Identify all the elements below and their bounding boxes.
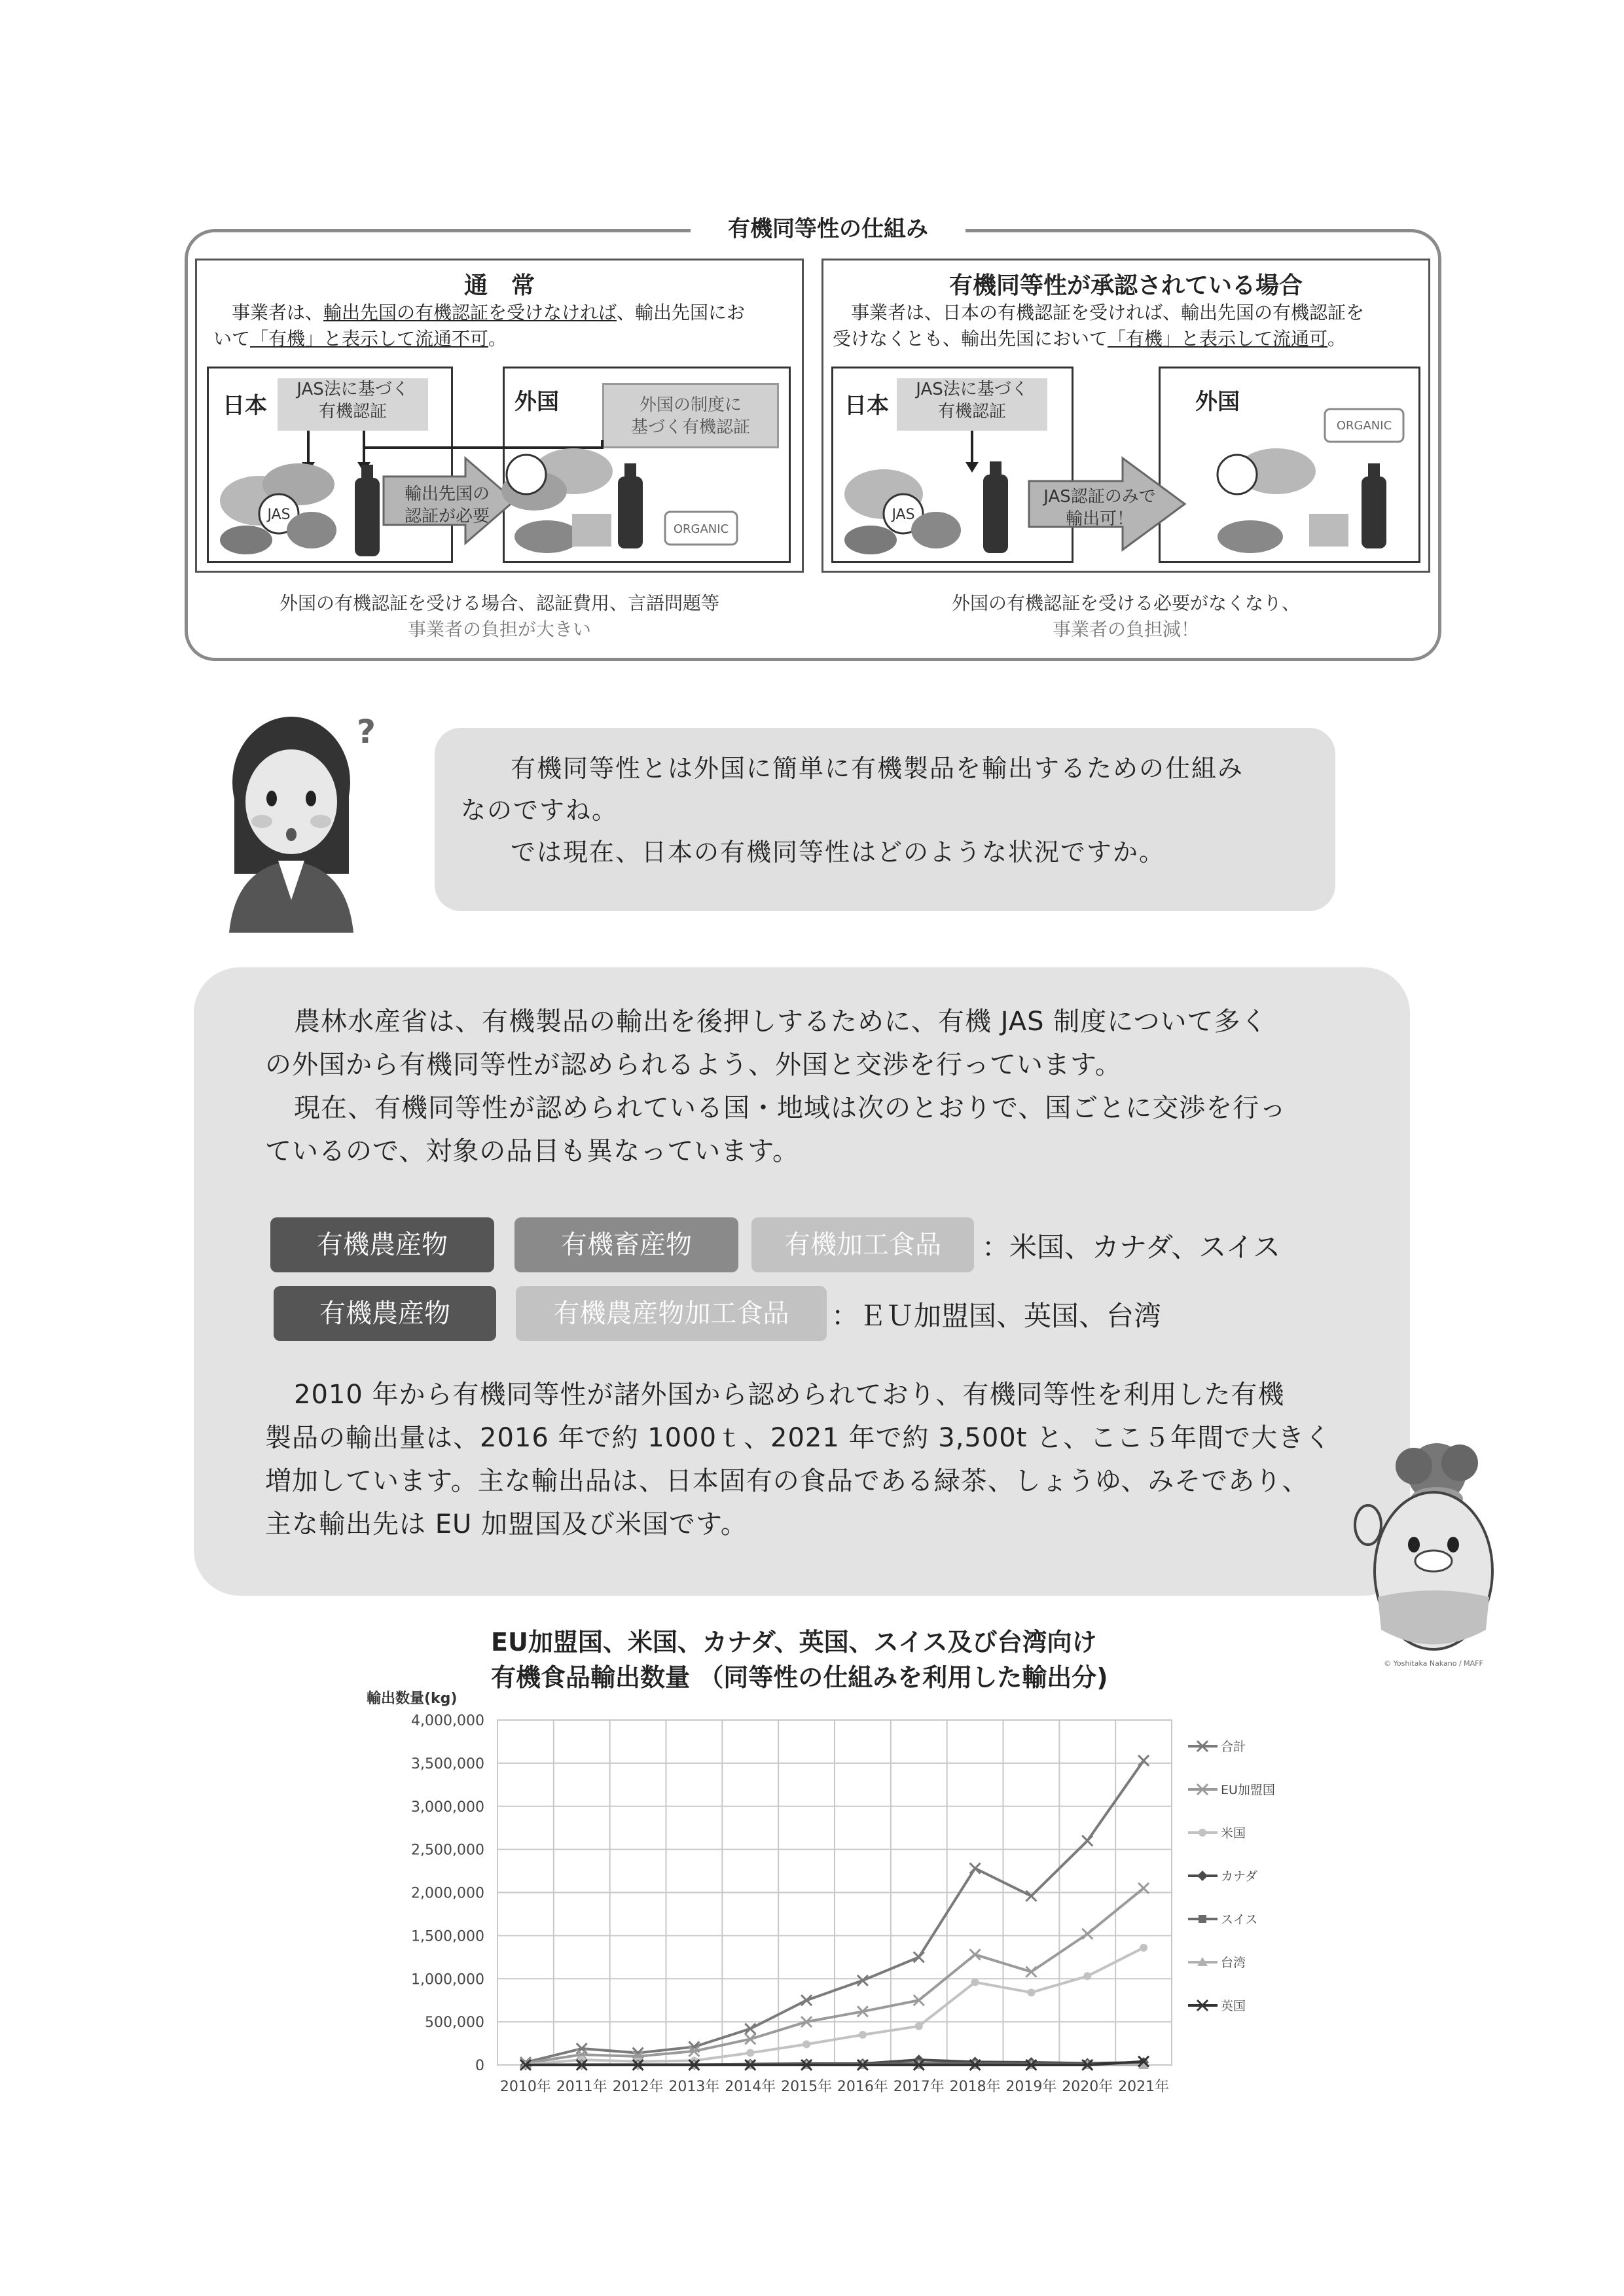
legend-label: 米国 xyxy=(1221,1826,1246,1840)
countries-row-1: ：米国、カナダ、スイス xyxy=(982,1231,1281,1263)
info-line: 農林水産省は、有機製品の輸出を後押しするために、有機 JAS 制度について多く xyxy=(294,1007,1268,1037)
organic-label: ORGANIC xyxy=(1336,419,1392,433)
x-tick-label: 2017年 xyxy=(893,2079,945,2095)
info-line: 増加しています。主な輸出品は、日本固有の食品である緑茶、しょうゆ、みそであり、 xyxy=(265,1466,1309,1496)
y-tick-label: 2,500,000 xyxy=(411,1842,484,1859)
desc-line: 事業者は、日本の有機認証を受ければ、輸出先国の有機認証を xyxy=(851,302,1365,323)
right-note-2: 事業者の負担減！ xyxy=(1052,619,1199,640)
x-tick-label: 2011年 xyxy=(556,2079,607,2095)
legend-item xyxy=(1188,1783,1275,1797)
foreign-label-right: 外国 xyxy=(1195,389,1240,415)
desc-part: いて xyxy=(213,328,251,350)
info-line: の外国から有機同等性が認められるよう、外国と交渉を行っています。 xyxy=(265,1050,1122,1080)
data-point xyxy=(970,1863,981,1874)
x-axis-ticks xyxy=(500,2079,1169,2095)
jas-logo-text: JAS xyxy=(267,507,291,523)
data-point xyxy=(1138,1755,1149,1766)
data-point xyxy=(971,1979,979,1986)
y-tick-label: 0 xyxy=(475,2058,484,2074)
desc-underline: 輸出先国の有機認証を受けなければ xyxy=(323,302,617,323)
legend-label: 合計 xyxy=(1221,1740,1246,1754)
mascot-credit: © Yoshitaka Nakano / MAFF xyxy=(1384,1659,1483,1668)
question-bubble xyxy=(435,728,1335,911)
legend-label: カナダ xyxy=(1221,1869,1258,1884)
data-point xyxy=(1027,1988,1035,1996)
jas-cert-box: JAS法に基づく 有機認証 xyxy=(278,378,428,431)
info-line: 製品の輸出量は、2016 年で約 1000ｔ、2021 年で約 3,500t と、ここ５年間で大きく xyxy=(265,1423,1332,1453)
bubble-line-2: なのですね。 xyxy=(461,796,619,825)
japan-label-right: 日本 xyxy=(844,393,889,419)
info-line: 主な輸出先は EU 加盟国及び米国です。 xyxy=(265,1509,748,1539)
chart-grid xyxy=(497,1720,1172,2065)
legend-label: 台湾 xyxy=(1221,1956,1246,1970)
woman-character-icon xyxy=(216,704,380,933)
info-line: 2010 年から有機同等性が諸外国から認められており、有機同等性を利用した有機 xyxy=(294,1380,1285,1410)
data-point xyxy=(1199,1829,1206,1837)
y-tick-label: 1,000,000 xyxy=(411,1971,484,1988)
foreign-cert-box: 外国の制度に 基づく有機認証 xyxy=(602,383,779,448)
chart-title: EU加盟国、米国、カナダ、英国、スイス及び台湾向け xyxy=(491,1628,1097,1657)
y-tick-label: 4,000,000 xyxy=(411,1713,484,1729)
data-point xyxy=(803,2040,810,2048)
info-line: ているので、対象の品目も異なっています。 xyxy=(265,1136,799,1166)
data-point xyxy=(1082,1929,1092,1939)
y-axis-ticks xyxy=(411,1713,484,2074)
x-tick-label: 2014年 xyxy=(725,2079,776,2095)
right-note: 外国の有機認証を受ける必要がなくなり、 xyxy=(951,592,1300,614)
jas-logo-text: JAS xyxy=(892,507,915,523)
legend-item xyxy=(1188,1869,1257,1884)
left-panel-graphics xyxy=(207,367,791,563)
panel-equivalence-desc xyxy=(833,300,1422,352)
right-panel-graphics xyxy=(831,367,1420,563)
y-tick-label: 1,500,000 xyxy=(411,1928,484,1945)
data-point xyxy=(1083,1972,1091,1980)
y-tick-label: 2,000,000 xyxy=(411,1885,484,1902)
x-tick-label: 2015年 xyxy=(781,2079,833,2095)
bubble-line-1: 有機同等性とは外国に簡単に有機製品を輸出するための仕組み xyxy=(511,754,1244,783)
data-point xyxy=(914,1952,924,1962)
export-volume-chart xyxy=(353,1682,1296,2121)
x-tick-label: 2012年 xyxy=(612,2079,664,2095)
desc-underline: 「有機」と表示して流通不可 xyxy=(250,328,489,350)
jas-cert-box-right: JAS法に基づく 有機認証 xyxy=(897,378,1047,431)
x-tick-label: 2013年 xyxy=(668,2079,720,2095)
x-tick-label: 2010年 xyxy=(499,2079,551,2095)
data-point xyxy=(1082,1835,1092,1846)
legend-label: EU加盟国 xyxy=(1221,1783,1275,1797)
organic-label: ORGANIC xyxy=(673,522,729,536)
x-tick-label: 2018年 xyxy=(949,2079,1001,2095)
diagram-title: 有機同等性の仕組み xyxy=(691,211,965,247)
chart-subtitle: 有機食品輸出数量 （同等性の仕組みを利用した輸出分) xyxy=(491,1663,1108,1692)
desc-underline: 「有機」と表示して流通可 xyxy=(1108,328,1328,350)
info-paragraph-1 xyxy=(265,1000,1378,1173)
mascot-icon xyxy=(1348,1433,1499,1669)
tag-organic-livestock: 有機畜産物 xyxy=(514,1217,738,1272)
x-tick-label: 2020年 xyxy=(1062,2079,1113,2095)
desc-part: 事業者は、 xyxy=(232,302,324,323)
countries-row-2: ：ＥＵ加盟国、英国、台湾 xyxy=(831,1300,1162,1332)
bubble-line-3: では現在、日本の有機同等性はどのような状況ですか。 xyxy=(511,838,1166,867)
legend-item xyxy=(1188,1956,1246,1970)
legend-item xyxy=(1188,1740,1246,1754)
legend-item xyxy=(1188,1826,1246,1840)
chart-legend xyxy=(1188,1740,1275,2013)
legend-item xyxy=(1188,1999,1246,2013)
data-point xyxy=(1140,1944,1147,1952)
japan-label: 日本 xyxy=(223,393,267,419)
y-tick-label: 3,000,000 xyxy=(411,1799,484,1816)
legend-label: 英国 xyxy=(1221,1999,1246,2013)
legend-item xyxy=(1188,1912,1257,1927)
tag-organic-agri: 有機農産物 xyxy=(270,1217,494,1272)
tag-organic-agri-2: 有機農産物 xyxy=(274,1286,496,1341)
y-tick-label: 3,500,000 xyxy=(411,1755,484,1772)
info-line: 現在、有機同等性が認められている国・地域は次のとおりで、国ごとに交渉を行っ xyxy=(294,1093,1287,1123)
panel-normal-title: 通 常 xyxy=(463,272,535,299)
info-paragraph-3 xyxy=(265,1373,1391,1546)
desc-part: 。 xyxy=(488,328,507,350)
panel-equivalence-title: 有機同等性が承認されている場合 xyxy=(948,272,1303,299)
y-tick-label: 500,000 xyxy=(425,2015,484,2032)
data-point xyxy=(1199,1915,1206,1923)
desc-part: 。 xyxy=(1327,328,1346,350)
left-note: 外国の有機認証を受ける場合、認証費用、言語問題等 xyxy=(279,592,719,614)
right-arrow-label: JAS認証のみで 輸出可！ xyxy=(1043,487,1156,529)
svg-text:?: ? xyxy=(357,713,376,751)
left-arrow-label: 輸出先国の 認証が必要 xyxy=(404,484,490,526)
data-point xyxy=(915,2022,923,2030)
x-tick-label: 2019年 xyxy=(1005,2079,1057,2095)
data-point xyxy=(1197,1871,1208,1881)
tag-organic-agri-processed: 有機農産物加工食品 xyxy=(516,1286,827,1341)
foreign-label: 外国 xyxy=(514,389,559,415)
panel-normal-desc xyxy=(213,300,796,352)
desc-part: 、輸出先国にお xyxy=(617,302,746,323)
left-note-2: 事業者の負担が大きい xyxy=(407,619,591,640)
x-tick-label: 2016年 xyxy=(837,2079,888,2095)
tag-organic-processed: 有機加工食品 xyxy=(751,1217,974,1272)
x-tick-label: 2021年 xyxy=(1118,2079,1170,2095)
desc-part: 受けなくとも、輸出先国において xyxy=(833,328,1108,350)
data-point xyxy=(746,2049,754,2057)
y-axis-label: 輸出数量(kg) xyxy=(367,1691,458,1707)
legend-label: スイス xyxy=(1221,1912,1258,1927)
data-point xyxy=(859,2031,867,2039)
